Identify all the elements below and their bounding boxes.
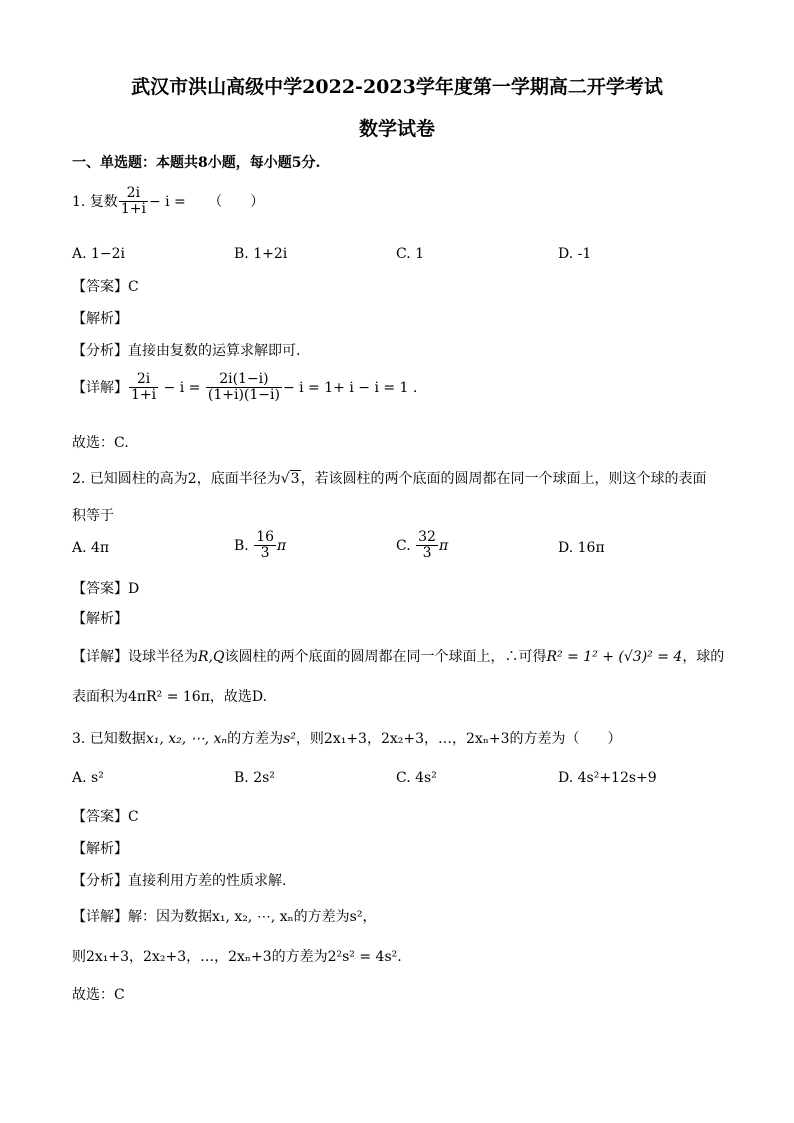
q2-stem-a: 2. 已知圆柱的高为2，底面半径为 — [72, 471, 281, 487]
q3-option-a: A. s² — [72, 770, 104, 786]
q1-frac-den: 1+i — [120, 201, 146, 218]
q1-analysis-text: 直接由复数的运算求解即可. — [128, 343, 301, 359]
q3-analysis — [72, 870, 286, 890]
answer-label: 【答案】 — [72, 279, 128, 295]
q2-option-b-den: 3 — [260, 545, 270, 562]
q1-detail-frac1 — [129, 372, 158, 404]
q3-answer — [72, 806, 139, 826]
q2-detail-eq: R² = 1² + (√3)² = 4 — [546, 649, 683, 665]
q1-choose — [72, 432, 129, 452]
q2-detail-vars: R,Q — [198, 649, 225, 665]
q3-option-c: C. 4s² — [396, 770, 437, 786]
q3-stem-b: 的方差为 — [227, 731, 284, 747]
choose-label: 故选： — [72, 435, 114, 451]
q2-option-b-num: 16 — [256, 529, 275, 545]
q2-detail-b: 该圆柱的两个底面的圆周都在同一个球面上， — [224, 649, 505, 665]
q2-option-d: D. 16π — [558, 540, 605, 556]
analysis-label: 【分析】 — [72, 873, 128, 889]
q3-choose — [72, 984, 125, 1004]
q3-stem-a: 3. 已知数据 — [72, 731, 146, 747]
q2-detail-line1 — [72, 646, 724, 666]
q3-stem-d: 的方差为（ ） — [509, 731, 622, 747]
q1-detail: 【详解】 $\frac{2i}{1+i}$ − i = $\frac{2i(1-i)}{(1+i)(1-i)}$ − i = 1+ i − i = 1 . — [72, 371, 418, 404]
q3-option-b: B. 2s² — [234, 770, 275, 786]
q3-detail-line2: 则2x₁+3，2x₂+3，…，2xₙ+3的方差为2²s² = 4s². — [72, 949, 402, 965]
q1-stem-suffix: − i = — [148, 193, 186, 210]
q2-option-c-num: 32 — [418, 529, 436, 545]
choose-label: 故选： — [72, 987, 114, 1003]
answer-label: 【答案】 — [72, 581, 128, 597]
answer-label: 【答案】 — [72, 809, 128, 825]
q1-option-a: A. 1−2i — [72, 246, 126, 262]
detail-label: 【详解】 — [72, 649, 128, 665]
q2-answer — [72, 578, 139, 598]
q1-option-d: D. -1 — [558, 246, 592, 262]
q2-detail-c: ∴可得 — [504, 649, 547, 665]
q1-stem — [72, 186, 264, 218]
q2-detail-a: 设球半径为 — [128, 649, 198, 665]
detail-label: 【详解】 — [72, 909, 128, 925]
q2-option-b-frac — [254, 530, 276, 562]
q1-detail-frac2-num: 2i(1−i) — [206, 372, 282, 388]
q1-detail-frac2-den: (1+i)(1−i) — [207, 387, 280, 404]
q1-answer — [72, 276, 139, 296]
q1-detail-tail: − i = 1+ i − i = 1 . — [282, 379, 418, 396]
q3-stem-c: ，则 — [295, 731, 324, 747]
q2-jiexi-label: 【解析】 — [72, 611, 128, 627]
exam-subtitle: 数学试卷 — [358, 118, 435, 140]
q1-frac-num: 2i — [119, 186, 148, 202]
q1-choose-value: C. — [114, 435, 129, 451]
q2-stem-line2: 积等于 — [72, 508, 114, 524]
exam-title: 武汉市洪山高级中学2022-2023学年度第一学期高二开学考试 — [131, 76, 663, 98]
q3-detail1: 解：因为数据x₁, x₂, ⋯, xₙ的方差为s²， — [128, 909, 377, 925]
section-heading: 一、单选题：本题共8小题，每小题5分. — [72, 155, 321, 171]
q2-option-c-frac — [416, 530, 438, 562]
q2-option-c-den: 3 — [422, 545, 432, 562]
q2-option-c — [396, 530, 448, 562]
q1-analysis — [72, 340, 300, 360]
q3-analysis-text: 直接利用方差的性质求解. — [128, 873, 287, 889]
q2-option-a: A. 4π — [72, 540, 110, 556]
q1-answer-value: C — [128, 279, 139, 295]
detail-label: 【详解】 — [72, 379, 128, 396]
q1-detail-frac1-den: 1+i — [131, 387, 157, 404]
q1-jiexi-label: 【解析】 — [72, 311, 128, 327]
q3-stem: 3. 已知数据x₁, x₂, ⋯, xₙ的方差为s²，则2x₁+3，2x₂+3，…，2xₙ+3的方差为（ ） — [72, 731, 622, 747]
q1-option-b: B. 1+2i — [234, 246, 288, 262]
q1-option-c: C. 1 — [396, 246, 425, 262]
q1-detail-frac2 — [206, 372, 282, 404]
q2-detail-d: ，球的 — [682, 649, 725, 665]
q1-fraction — [119, 186, 148, 218]
q1-detail-frac1-num: 2i — [129, 372, 158, 388]
q3-stem-vars: x₁, x₂, ⋯, xₙ — [145, 731, 228, 747]
q2-answer-value: D — [128, 581, 140, 597]
q2-detail-line2: 表面积为4πR² = 16π，故选D. — [72, 689, 268, 705]
q2-option-b — [234, 530, 286, 562]
q2-option-b-pi: π — [277, 537, 287, 554]
q3-detail-line1 — [72, 906, 376, 926]
q2-option-b-letter: B. — [234, 537, 249, 554]
analysis-label: 【分析】 — [72, 343, 128, 359]
q3-jiexi-label: 【解析】 — [72, 841, 128, 857]
q1-stem-prefix: 1. 复数 — [72, 193, 118, 210]
q1-paren: （ ） — [208, 193, 265, 210]
q3-answer-value: C — [128, 809, 139, 825]
q3-seq: 2x₁+3，2x₂+3，…，2xₙ+3 — [323, 731, 510, 747]
q3-choose-value: C — [114, 987, 125, 1003]
q2-option-c-pi: π — [438, 537, 449, 554]
q2-stem-b: ，若该圆柱的两个底面的圆周都在同一个球面上，则这个球的表面 — [300, 471, 707, 487]
q2-option-c-letter: C. — [396, 537, 411, 554]
q2-stem-line1: 2. 已知圆柱的高为2，底面半径为√3，若该圆柱的两个底面的圆周都在同一个球面上，则这个球的表面 — [72, 471, 707, 487]
q2-sqrt: 3 — [290, 471, 300, 487]
q3-option-d: D. 4s²+12s+9 — [558, 770, 657, 786]
